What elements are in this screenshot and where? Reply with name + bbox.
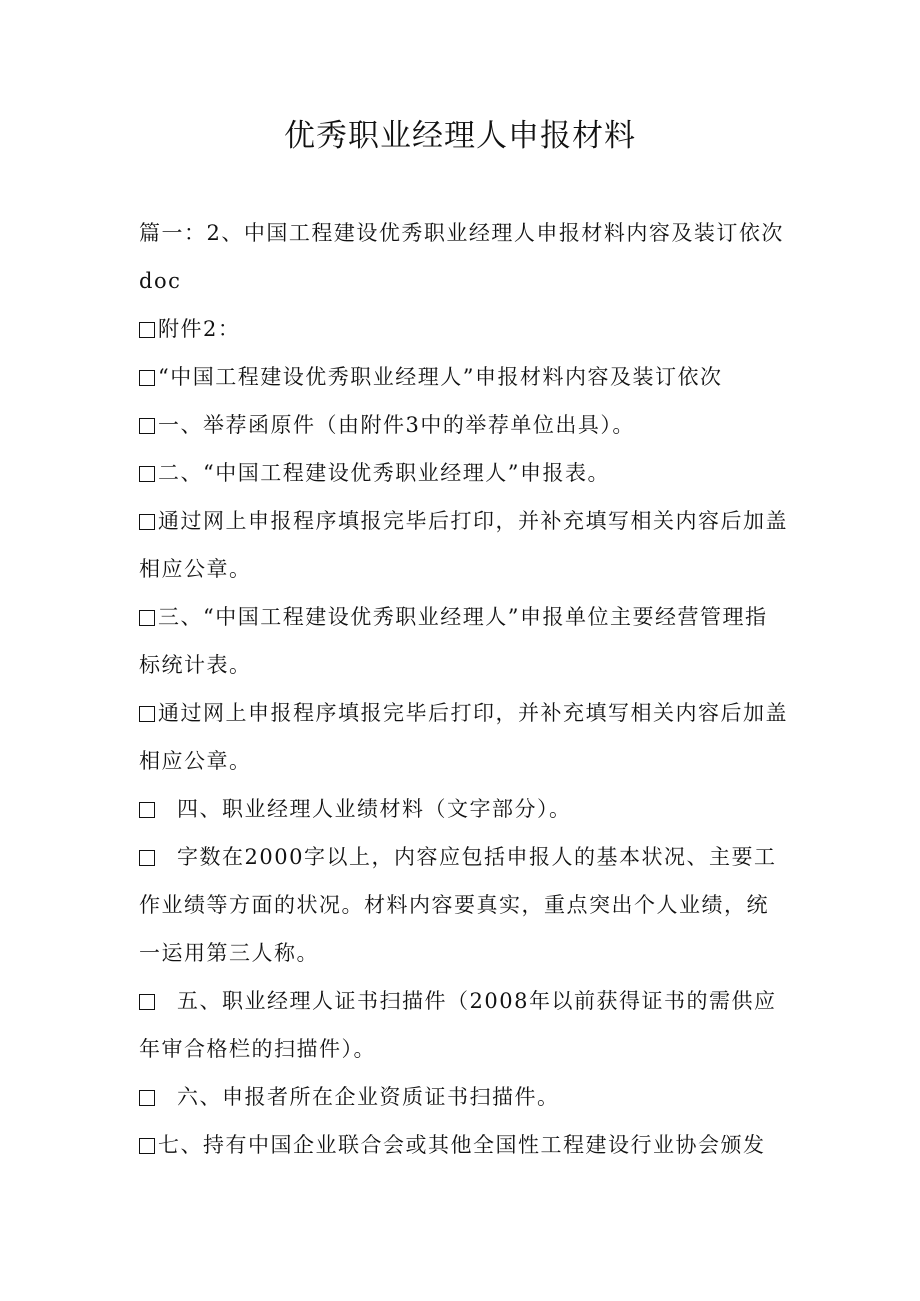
paragraph-text: 五、职业经理人证书扫描件（2008年以前获得证书的需供应年审合格栏的扫描件）。 bbox=[139, 989, 777, 1061]
checkbox-icon bbox=[139, 1090, 155, 1106]
page-title: 优秀职业经理人申报材料 bbox=[284, 118, 636, 154]
paragraph-attachment bbox=[139, 305, 789, 353]
checkbox-icon bbox=[139, 850, 155, 866]
paragraph-heading bbox=[139, 353, 789, 401]
paragraph-text: 四、职业经理人业绩材料（文字部分）。 bbox=[177, 797, 572, 821]
paragraph-intro bbox=[139, 209, 789, 305]
checkbox-icon bbox=[139, 706, 155, 722]
paragraph-item-1 bbox=[139, 401, 789, 449]
document-body bbox=[139, 209, 789, 1169]
checkbox-icon bbox=[139, 610, 155, 626]
checkbox-icon bbox=[139, 994, 155, 1010]
paragraph-item-4 bbox=[139, 785, 789, 833]
paragraph-item-2-note bbox=[139, 497, 789, 593]
paragraph-text: “中国工程建设优秀职业经理人”申报材料内容及装订依次 bbox=[158, 365, 723, 389]
paragraph-text: 二、“中国工程建设优秀职业经理人”申报表。 bbox=[158, 461, 610, 485]
checkbox-icon bbox=[139, 418, 155, 434]
paragraph-item-3 bbox=[139, 593, 789, 689]
paragraph-text: 篇一：2、中国工程建设优秀职业经理人申报材料内容及装订依次doc bbox=[139, 221, 784, 293]
paragraph-item-6 bbox=[139, 1073, 789, 1121]
paragraph-item-3-note bbox=[139, 689, 789, 785]
paragraph-item-4-note bbox=[139, 833, 789, 977]
paragraph-text: 三、“中国工程建设优秀职业经理人”申报单位主要经营管理指标统计表。 bbox=[139, 605, 768, 677]
paragraph-text: 通过网上申报程序填报完毕后打印，并补充填写相关内容后加盖相应公章。 bbox=[139, 701, 788, 773]
paragraph-text: 七、持有中国企业联合会或其他全国性工程建设行业协会颁发 bbox=[158, 1133, 766, 1157]
paragraph-text: 字数在2000字以上，内容应包括申报人的基本状况、主要工作业绩等方面的状况。材料内容要真实，重点突出个人业绩，统一运用第三人称。 bbox=[139, 845, 777, 965]
paragraph-item-5 bbox=[139, 977, 789, 1073]
paragraph-item-2 bbox=[139, 449, 789, 497]
checkbox-icon bbox=[139, 1138, 155, 1154]
paragraph-text: 附件2： bbox=[158, 317, 241, 341]
paragraph-text: 通过网上申报程序填报完毕后打印，并补充填写相关内容后加盖相应公章。 bbox=[139, 509, 788, 581]
checkbox-icon bbox=[139, 466, 155, 482]
paragraph-text: 一、举荐函原件（由附件3中的举荐单位出具）。 bbox=[158, 413, 635, 437]
paragraph-item-7 bbox=[139, 1121, 789, 1169]
checkbox-icon bbox=[139, 514, 155, 530]
checkbox-icon bbox=[139, 370, 155, 386]
paragraph-text: 六、申报者所在企业资质证书扫描件。 bbox=[177, 1085, 560, 1109]
checkbox-icon bbox=[139, 322, 155, 338]
checkbox-icon bbox=[139, 802, 155, 818]
